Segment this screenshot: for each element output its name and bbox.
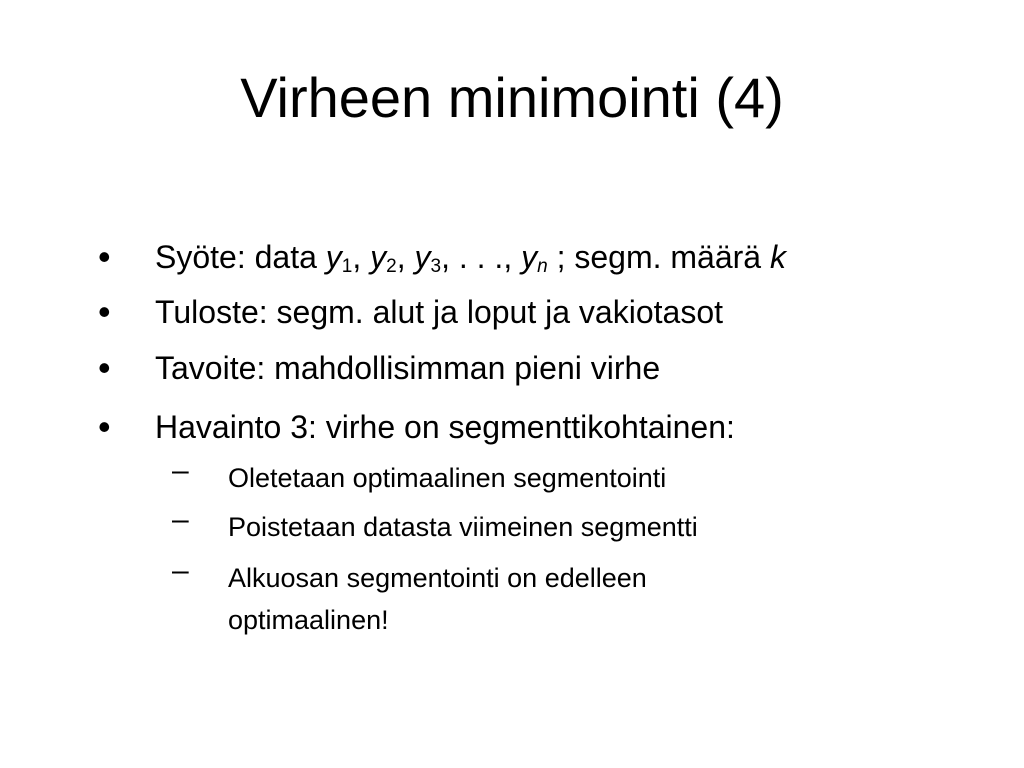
subscript-3: 3 [430,256,442,277]
math-y1: y [325,239,342,275]
subbullet-line-2: optimaalinen! [228,605,389,635]
bullet-text-output: Tuloste: segm. alut ja loput ja vakiotasot [155,294,723,330]
math-y2: y [370,239,387,275]
math-yn: y [521,239,538,275]
bullet-dot: • [98,236,111,277]
subbullet-text-assume: Oletetaan optimaalinen segmentointi [228,463,667,493]
bullet-prefix: Syöte: data [155,239,326,275]
math-y3: y [414,239,431,275]
subscript-1: 1 [341,256,353,277]
math-k: k [769,239,786,275]
bullet-suffix: ; segm. määrä [547,239,770,275]
comma-1: , [352,239,371,275]
bullet-dot: • [98,291,111,332]
bullet-text-observation: Havainto 3: virhe on segmenttikohtainen: [155,409,735,445]
bullet-text-input [155,237,786,287]
dash-marker: – [172,454,189,487]
bullet-dot: • [98,347,111,388]
subscript-n: n [537,256,548,277]
slide-title: Virheen minimointi (4) [240,66,784,129]
dash-marker: – [172,503,189,536]
subbullet-text-prefix-optimal [228,557,788,641]
bullet-dot: • [98,406,111,447]
dash-marker: – [172,554,189,587]
subbullet-text-remove: Poistetaan datasta viimeinen segmentti [228,512,698,542]
ellipsis: , . . ., [441,239,522,275]
subscript-2: 2 [386,256,397,277]
comma-2: , [396,239,415,275]
bullet-text-goal: Tavoite: mahdollisimman pieni virhe [155,350,661,386]
subbullet-line-1: Alkuosan segmentointi on edelleen [228,563,647,593]
